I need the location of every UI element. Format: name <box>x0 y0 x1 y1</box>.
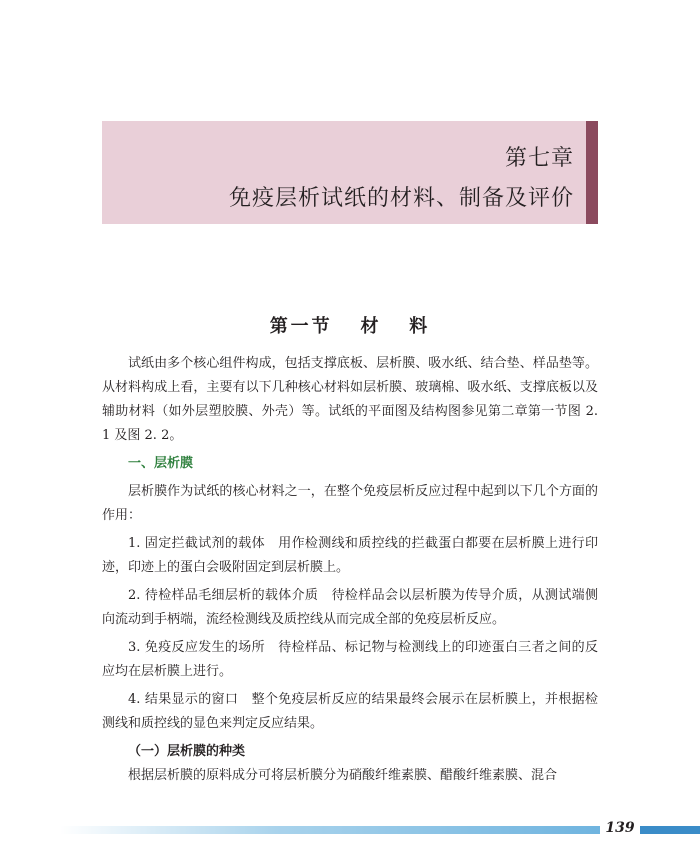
chapter-header <box>102 121 598 224</box>
page-number: 139 <box>605 820 635 836</box>
paragraph-1: 层析膜作为试纸的核心材料之一，在整个免疫层析反应过程中起到以下几个方面的作用： <box>102 484 598 523</box>
body-text <box>102 352 598 788</box>
chapter-header-edge <box>586 121 598 224</box>
footer-gradient-bar <box>60 826 600 834</box>
paragraph-6: 根据层析膜的原料成分可将层析膜分为硝酸纤维素膜、醋酸纤维素膜、混合 <box>128 768 558 783</box>
heading-membrane-types: （一）层析膜的种类 <box>128 744 246 759</box>
chapter-number: 第七章 <box>504 146 574 171</box>
footer-solid-bar <box>640 826 700 834</box>
heading-membrane: 一、层析膜 <box>128 456 194 471</box>
paragraph-2: 1. 固定拦截试剂的载体 用作检测线和质控线的拦截蛋白都要在层析膜上进行印迹，印迹上的蛋白会吸附固定到层析膜上。 <box>102 536 598 575</box>
paragraph-4: 3. 免疫反应发生的场所 待检样品、标记物与检测线上的印迹蛋白三者之间的反应均在层析膜上进行。 <box>102 640 598 679</box>
chapter-title: 免疫层析试纸的材料、制备及评价 <box>228 186 574 211</box>
section-title: 第一节 材 料 <box>269 316 431 337</box>
paragraph-intro: 试纸由多个核心组件构成，包括支撑底板、层析膜、吸水纸、结合垫、样品垫等。从材料构成上看，主要有以下几种核心材料如层析膜、玻璃棉、吸水纸、支撑底板以及辅助材料（如外层塑胶膜、外壳）等。试纸的平面图及结构图参见第二章第一节图 2. 1 及图 2. 2。 <box>102 356 598 443</box>
paragraph-5: 4. 结果显示的窗口 整个免疫层析反应的结果最终会展示在层析膜上，并根据检测线和质控线的显色来判定反应结果。 <box>102 692 598 731</box>
paragraph-3: 2. 待检样品毛细层析的载体介质 待检样品会以层析膜为传导介质，从测试端侧向流动到手柄端，流经检测线及质控线从而完成全部的免疫层析反应。 <box>102 588 598 627</box>
